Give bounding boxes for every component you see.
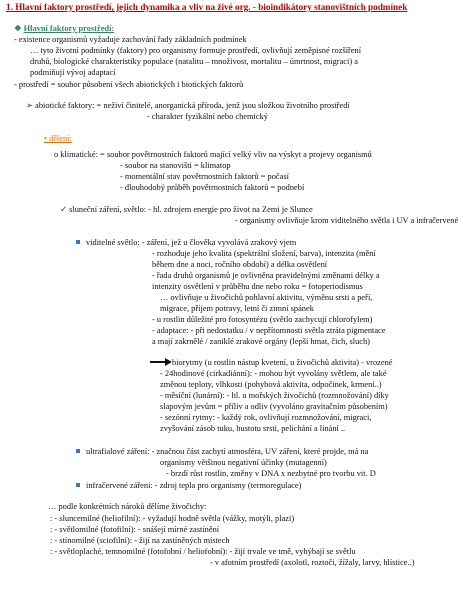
page-title: 1. Hlavní faktory prostředí, jejich dynamika a vliv na živé org. - bioindikátory stanovištních podmínek <box>6 2 408 12</box>
text-line: : - světlomilné (fotofilní): - snášejí mírné zastínění <box>50 525 220 534</box>
checkmark-icon: ✓ <box>60 205 70 214</box>
text-line: - organismy ovlivňuje krom viditelného světla i UV a infračervené <box>235 216 459 225</box>
text-line: - charakter fyzikální nebo chemický <box>147 112 268 121</box>
text-line: - rozhoduje jeho kvalita (spektrální složení, barva), intenzita (mění <box>152 249 376 258</box>
text-line: - měsíční (lunární): - hl. u mořských živočichů (rozmnožování) díky <box>160 391 389 400</box>
text-line: druhů, biologické charakteristiky populace (natalitu – množivost, mortalitu – úmrtnost, migraci) a <box>30 57 358 66</box>
text-line: změnou teploty, vlhkosti (pohybová aktivita, odpočinek, krmení..) <box>160 380 382 389</box>
text-line: … podle konkrétních nároků dělíme živočichy: <box>48 502 207 511</box>
text-line: zvyšování zásob tuku, hustotu srsti, pelichání a línání .. <box>160 424 346 433</box>
square-bullet-icon <box>76 240 80 244</box>
text-line: biorytmy (u rostlin nástup kvetení, u živočichů aktivita) - vrozené <box>150 358 392 369</box>
text-line: - v afotním prostředí (axolotl, roztoči, žížaly, larvy, hlístice..) <box>210 558 415 567</box>
text-line: - momentální stav povětrnostních faktorů = počasí <box>120 172 289 181</box>
text-line: - brzdí růst rostlin, změny v DNA x nezbytné pro tvorbu vit. D <box>166 469 376 478</box>
arrow-right-icon <box>150 358 172 366</box>
circle-bullet-icon: o <box>54 150 61 159</box>
text-line: - u rostlin důležité pro fotosyntézu (světlo zachycují chlorofylem) <box>152 315 373 324</box>
text-line: viditelné světlo: - záření, jež u člověka vyvolává zrakový vjem <box>76 238 296 249</box>
diamond-bullet-icon: ❖ <box>14 24 24 33</box>
square-bullet-icon <box>76 449 80 453</box>
text-line: - řada druhů organismů je ovlivněna pravidelnými změnami délky a <box>152 271 380 280</box>
abiotic-heading: ➢ abiotické faktory: = neživí činitelé, anorganická příroda, jenž jsou složkou životního prostředí <box>26 101 350 110</box>
text-line: - sezónní rytmy: - každý rok, ovlivňují rozmnožování, migraci, <box>160 413 372 422</box>
text-line: o klimatické: = soubor povětrnostních faktorů mající velký vliv na výskyt a projevy organismů <box>54 150 372 159</box>
text-line: ultrafialové záření: - značnou část zachytí atmosféra, UV záření, které projde, má na <box>76 447 368 458</box>
text-line: - soubor na stanovišti = klimatop <box>120 161 231 170</box>
text-line: intenzity osvětlení v průběhu dne nebo roku = fotoperiodismus <box>152 282 363 291</box>
section-heading: ❖ Hlavní faktory prostředí: <box>14 24 115 33</box>
square-bullet-icon <box>76 483 80 487</box>
text-line: : - stínomilné (sciofilní): - žijí na zastíněných místech <box>50 536 230 545</box>
text-line: migrace, příjem potravy, letní či zimní spánek <box>160 304 314 313</box>
text-line: : - sluncemilné (heliofilní): - vyžadují hodně světla (vážky, motýli, plazi) <box>50 514 295 523</box>
text-line: podmiňují vývoj adaptací <box>30 68 116 77</box>
text-line: … tyto životní podmínky (faktory) pro organismy formuje prostředí, ovlivňují zeměpisné rozšíření <box>30 46 362 55</box>
text-line: … ovlivňuje u živočichů pohlavní aktivitu, výměnu srsti a peří, <box>160 293 373 302</box>
text-line: infračervené záření: - zdroj tepla pro organismy (termoregulace) <box>76 481 301 492</box>
text-line: - dlouhodobý průběh povětrnostních faktorů = podnebí <box>120 183 305 192</box>
text-line: : - světloplaché, temnomilné (fotofobní / heliofobní): - žijí trvale ve tmě, vyhýbají se světlu <box>50 547 356 556</box>
subsection-heading: • dělení: <box>44 134 72 143</box>
text-line: - prostředí = soubor působení všech abiotických i biotických faktorů <box>14 80 244 89</box>
text-line: a mají zakrnělé / zaniklé zrakové orgány (lepší hmat, čich, sluch) <box>152 337 370 346</box>
orange-bullet-icon: • <box>44 134 50 143</box>
text-line: ✓ sluneční záření, světlo: - hl. zdrojem energie pro život na Zemi je Slunce <box>60 205 313 214</box>
arrow-bullet-icon: ➢ <box>26 101 36 110</box>
text-line: - existence organismů vyžaduje zachování řady základních podmínek <box>14 35 247 44</box>
text-line: organismy většinou negativní účinky (mutagenní) <box>160 458 327 467</box>
text-line: - 24hodinové (cirkadiánní): - mohou být vyvolány světlem, ale také <box>160 369 387 378</box>
text-line: - adaptace: - při nedostatku / v nepřítomnosti světla ztráta pigmentace <box>152 326 386 335</box>
text-line: slapovým jevům = příliv a odliv (vyvoláno gravitačním působením) <box>160 402 388 411</box>
text-line: během dne a noci, ročního období) a délka osvětlení <box>152 260 328 269</box>
